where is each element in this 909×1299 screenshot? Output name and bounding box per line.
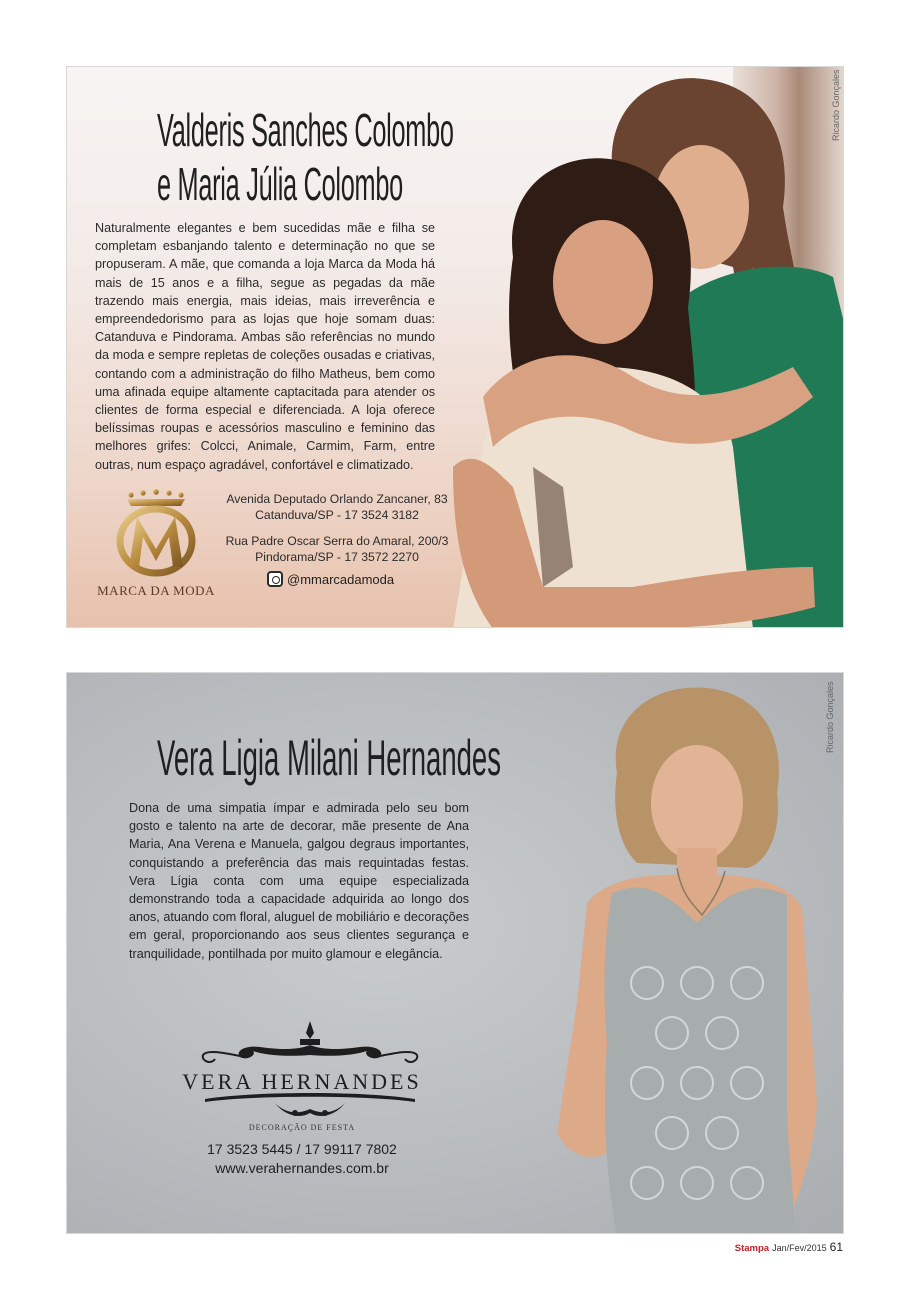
marca-da-moda-logo-label: MARCA DA MODA	[97, 583, 215, 598]
instagram-icon	[267, 571, 283, 587]
vera-hernandes-phone: 17 3523 5445 / 17 99117 7802	[207, 1141, 397, 1157]
panel1-title-line1: Valderis Sanches Colombo	[157, 104, 454, 156]
address-pindorama-street: Rua Padre Oscar Serra do Amaral, 200/3	[225, 534, 449, 548]
panel2-photo-credit: Ricardo Gonçales	[825, 681, 835, 753]
photo-vera-hernandes	[497, 683, 827, 1234]
panel1-title-line2: e Maria Júlia Colombo	[157, 158, 403, 210]
address-pindorama	[217, 533, 457, 565]
address-catanduva-city-phone: Catanduva/SP - 17 3524 3182	[255, 508, 419, 522]
address-pindorama-city-phone: Pindorama/SP - 17 3572 2270	[255, 550, 419, 564]
page-footer	[735, 1240, 843, 1254]
panel2-body-text: Dona de uma simpatia ímpar e admirada pelo seu bom gosto e talento na arte de decorar, mãe presente de Ana Maria, Ana Verena e Manuela, galgou degraus importantes, conquistando a preferência das mais requintadas festas. Vera Lígia conta com uma equipe especializada demonstrando toda a capacidade adquirida ao longo dos anos, atuando com floral, aluguel de mobiliário e decorações em geral, proporcionando aos seus clientes segurança e tranquilidade, pontilhada por muito glamour e elegância.	[129, 801, 469, 961]
instagram-handle	[267, 571, 394, 587]
panel1-body-text: Naturalmente elegantes e bem sucedidas mãe e filha se completam esbanjando talento e determinação no que se propuseram. A mãe, que comanda a loja Marca da Moda há mais de 15 anos e a filha, segue as pegadas da mãe trazendo mais energia, mais ideias, mais irreverência e empreendedorismo para as lojas que hoje somam duas: Catanduva e Pindorama. Ambas são referências no mundo da moda e sempre repletas de coleções ousadas e criativas, contando com a administração do filho Matheus, bem como uma afinada equipe altamente captacitada para atender os clientes de forma especial e diferenciada. A loja oferece belíssimas roupas e acessórios masculino e feminino das melhores grifes: Colcci, Animale, Carmim, Farm, entre outras, num espaço agradável, confortável e climatizado.	[95, 221, 435, 472]
instagram-handle-text: @mmarcadamoda	[287, 571, 395, 587]
vera-hernandes-logo-name: VERA HERNANDES	[182, 1069, 422, 1094]
vera-hernandes-logo-subtitle: DECORAÇÃO DE FESTA	[248, 1123, 356, 1132]
profile-panel-colombo	[66, 66, 844, 628]
magazine-issue: Jan/Fev/2015	[772, 1243, 827, 1253]
vera-hernandes-website: www.verahernandes.com.br	[215, 1160, 389, 1176]
profile-panel-vera-hernandes	[66, 672, 844, 1234]
photo-mother-daughter	[453, 67, 844, 628]
address-catanduva-street: Avenida Deputado Orlando Zancaner, 83	[226, 492, 448, 506]
address-catanduva	[217, 491, 457, 523]
panel2-title: Vera Ligia Milani Hernandes	[157, 730, 501, 786]
panel1-photo-credit: Ricardo Gonçales	[831, 69, 841, 141]
page-number: 61	[829, 1240, 843, 1254]
magazine-brand: Stampa	[734, 1243, 770, 1254]
